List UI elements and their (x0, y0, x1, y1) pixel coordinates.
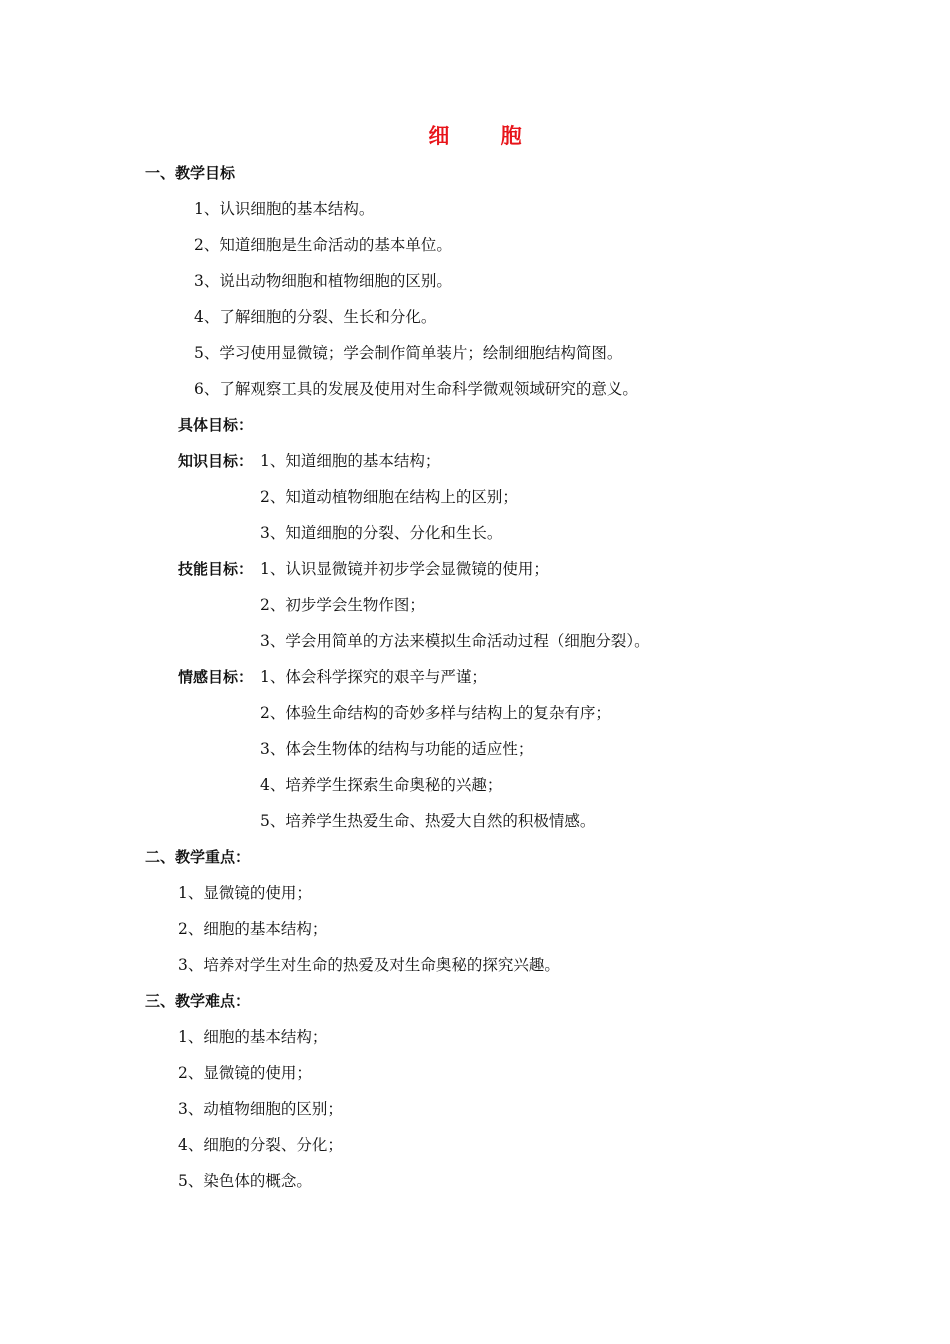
goal-item: 5、学习使用显微镜；学会制作简单装片；绘制细胞结构简图。 (194, 344, 623, 362)
key-point-item: 2、细胞的基本结构； (178, 920, 328, 938)
knowledge-goal-item: 3、知道细胞的分裂、分化和生长。 (260, 524, 503, 542)
specific-goals-heading: 具体目标： (178, 416, 254, 434)
emotion-goal-item: 1、体会科学探究的艰辛与严谨； (260, 668, 487, 686)
emotion-goal-item: 5、培养学生热爱生命、热爱大自然的积极情感。 (260, 812, 596, 830)
section-heading-difficulties: 三、教学难点： (145, 992, 251, 1010)
difficulty-item: 1、细胞的基本结构； (178, 1028, 328, 1046)
skill-goal-item: 2、初步学会生物作图； (260, 596, 425, 614)
goal-item: 3、说出动物细胞和植物细胞的区别。 (194, 272, 452, 290)
difficulty-item: 4、细胞的分裂、分化； (178, 1136, 343, 1154)
emotion-goal-item: 4、培养学生探索生命奥秘的兴趣； (260, 776, 503, 794)
difficulty-item: 5、染色体的概念。 (178, 1172, 312, 1190)
goal-item: 6、了解观察工具的发展及使用对生命科学微观领域研究的意义。 (194, 380, 638, 398)
difficulty-item: 2、显微镜的使用； (178, 1064, 312, 1082)
goal-item: 1、认识细胞的基本结构。 (194, 200, 375, 218)
skill-goal-item: 1、认识显微镜并初步学会显微镜的使用； (260, 560, 549, 578)
document-title: 细 胞 (428, 124, 544, 148)
emotion-goal-item: 3、体会生物体的结构与功能的适应性； (260, 740, 534, 758)
section-heading-goals: 一、教学目标 (145, 164, 236, 182)
key-point-item: 1、显微镜的使用； (178, 884, 312, 902)
emotion-goals-label: 情感目标： (178, 668, 254, 686)
knowledge-goal-item: 1、知道细胞的基本结构； (260, 452, 441, 470)
skill-goal-item: 3、学会用简单的方法来模拟生命活动过程（细胞分裂）。 (260, 632, 650, 650)
knowledge-goal-item: 2、知道动植物细胞在结构上的区别； (260, 488, 518, 506)
knowledge-goals-label: 知识目标： (178, 452, 254, 470)
key-point-item: 3、培养对学生对生命的热爱及对生命奥秘的探究兴趣。 (178, 956, 560, 974)
skill-goals-label: 技能目标： (178, 560, 254, 578)
emotion-goal-item: 2、体验生命结构的奇妙多样与结构上的复杂有序； (260, 704, 611, 722)
goal-item: 4、了解细胞的分裂、生长和分化。 (194, 308, 437, 326)
section-heading-key-points: 二、教学重点： (145, 848, 251, 866)
goal-item: 2、知道细胞是生命活动的基本单位。 (194, 236, 452, 254)
difficulty-item: 3、动植物细胞的区别； (178, 1100, 343, 1118)
